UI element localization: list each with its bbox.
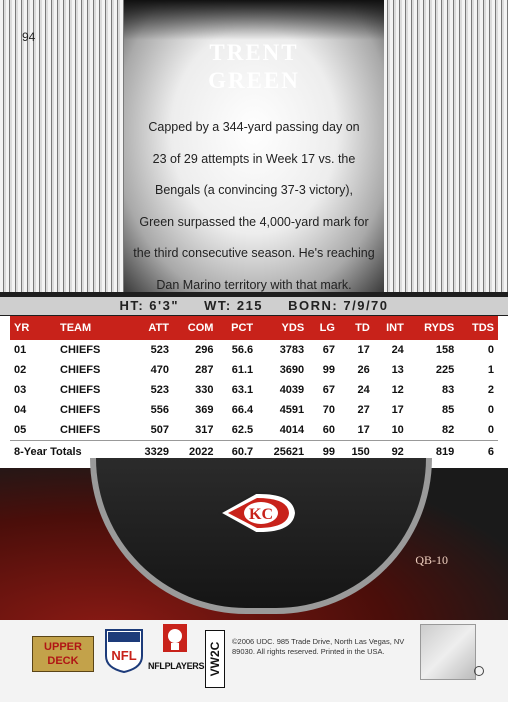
cell-com: 296 <box>195 344 214 356</box>
cell-ryds: 82 <box>442 423 455 436</box>
cell-com: 330 <box>195 384 214 396</box>
team-logo-letters: KC <box>249 506 273 523</box>
cell-lg: 67 <box>322 344 335 356</box>
player-last-name: GREEN <box>208 68 300 93</box>
cell-yr: 03 <box>14 384 27 396</box>
total-com: 2022 <box>188 446 214 459</box>
cell-int: 12 <box>391 384 404 396</box>
bio-line: Dan Marino territory with that mark. <box>156 277 352 292</box>
table-row <box>10 400 498 420</box>
header-att: ATT <box>148 322 169 334</box>
stats-table-panel <box>0 316 508 468</box>
cell-att: 523 <box>150 344 169 356</box>
cell-yds: 3690 <box>279 364 305 376</box>
cell-yr: 05 <box>14 423 27 436</box>
cell-com: 287 <box>195 364 214 376</box>
cell-team: CHIEFS <box>60 364 101 376</box>
cell-team: CHIEFS <box>60 423 101 436</box>
cell-td: 17 <box>357 423 370 436</box>
cell-tds: 0 <box>487 404 494 416</box>
cell-yr: 01 <box>14 344 27 356</box>
left-pinstripe-panel <box>0 0 124 292</box>
cell-tds: 2 <box>487 384 494 396</box>
nfl-players-icon <box>160 622 190 656</box>
hologram-icon <box>420 624 476 680</box>
cell-team: CHIEFS <box>60 344 101 356</box>
header-tds: TDS <box>472 322 494 334</box>
right-pinstripe-panel <box>384 0 508 292</box>
header-yds: YDS <box>281 322 305 334</box>
nfl-players-label: NFLPLAYERS <box>148 661 205 671</box>
cell-tds: 0 <box>487 423 494 436</box>
cell-tds: 0 <box>487 344 494 356</box>
header-pct: PCT <box>231 322 254 334</box>
cell-ryds: 225 <box>435 364 455 376</box>
header-int: INT <box>386 322 404 334</box>
cell-pct: 63.1 <box>231 384 254 396</box>
stats-table <box>10 316 498 460</box>
upper-deck-logo <box>32 636 94 672</box>
height-value: HT: 6'3" <box>119 298 179 313</box>
total-yds: 25621 <box>273 446 305 459</box>
cell-td: 27 <box>357 404 370 416</box>
cell-pct: 61.1 <box>231 364 254 376</box>
total-int: 92 <box>391 446 404 459</box>
cell-int: 17 <box>391 404 404 416</box>
nfl-letters: NFL <box>111 648 137 663</box>
total-tds: 6 <box>487 446 494 459</box>
table-row <box>10 360 498 380</box>
cell-td: 26 <box>357 364 370 376</box>
weight-value: WT: 215 <box>204 298 264 313</box>
cell-yds: 4591 <box>279 404 305 416</box>
header-ryds: RYDS <box>424 322 455 334</box>
cell-ryds: 85 <box>442 404 455 416</box>
cell-com: 317 <box>195 423 214 436</box>
cell-int: 24 <box>391 344 404 356</box>
cell-int: 10 <box>391 423 404 436</box>
cell-team: CHIEFS <box>60 404 101 416</box>
cell-int: 13 <box>391 364 404 376</box>
cell-tds: 1 <box>487 364 494 376</box>
bio-line: 23 of 29 attempts in Week 17 vs. the <box>152 151 356 166</box>
total-ryds: 819 <box>435 446 455 459</box>
cell-lg: 70 <box>322 404 335 416</box>
cell-td: 24 <box>357 384 370 396</box>
bio-line: the third consecutive season. He's reaching <box>133 246 375 260</box>
card-code: QB-10 <box>415 553 448 567</box>
player-bio <box>124 112 384 301</box>
total-pct: 60.7 <box>231 446 254 459</box>
set-code-box <box>205 630 225 688</box>
bio-line: Bengals (a convincing 37-3 victory), <box>154 183 353 197</box>
cell-com: 369 <box>195 404 214 416</box>
header-lg: LG <box>319 322 335 334</box>
table-row <box>10 420 498 440</box>
cell-yr: 02 <box>14 364 27 376</box>
upper-deck-line2: DECK <box>47 655 79 667</box>
cell-team: CHIEFS <box>60 384 101 396</box>
stats-header-row <box>10 316 498 340</box>
cell-att: 507 <box>150 423 169 436</box>
nfl-players-logo <box>148 622 205 671</box>
set-code: VW2C <box>208 641 222 677</box>
legal-text <box>232 637 420 657</box>
table-row <box>10 340 498 360</box>
header-com: COM <box>187 322 214 334</box>
total-td: 150 <box>351 446 370 459</box>
cell-td: 17 <box>357 344 370 356</box>
cell-att: 523 <box>150 384 169 396</box>
cell-yds: 4039 <box>279 384 305 396</box>
cell-yr: 04 <box>14 404 27 416</box>
cell-lg: 60 <box>322 423 335 436</box>
header-yr: YR <box>14 322 30 334</box>
player-first-name: TRENT <box>209 40 299 65</box>
totals-label: 8-Year Totals <box>14 446 82 459</box>
totals-row <box>10 440 498 460</box>
cell-att: 556 <box>150 404 169 416</box>
chiefs-arrowhead-icon <box>216 490 300 541</box>
header-td: TD <box>355 322 370 334</box>
registration-dot-icon <box>474 666 484 676</box>
born-value: BORN: 7/9/70 <box>288 298 389 313</box>
cell-ryds: 83 <box>442 384 455 396</box>
cell-lg: 67 <box>322 384 335 396</box>
total-att: 3329 <box>144 446 169 459</box>
total-lg: 99 <box>322 446 335 459</box>
card-number: 94 <box>22 30 36 44</box>
cell-ryds: 158 <box>435 344 455 356</box>
bio-line: Capped by a 344-yard passing day on <box>148 120 360 134</box>
cell-yds: 3783 <box>279 344 305 356</box>
table-row <box>10 380 498 400</box>
upper-deck-line1: UPPER <box>44 641 82 653</box>
cell-lg: 99 <box>322 364 335 376</box>
bio-line: Green surpassed the 4,000-yard mark for <box>139 214 369 229</box>
legal-line: 89030. All rights reserved. Printed in the USA. <box>232 647 385 656</box>
player-vitals-bar <box>0 297 508 315</box>
cell-pct: 56.6 <box>231 344 254 356</box>
cell-yds: 4014 <box>279 423 305 436</box>
header-team: TEAM <box>60 322 92 334</box>
cell-pct: 66.4 <box>231 404 254 416</box>
nfl-shield-icon <box>104 626 144 679</box>
cell-att: 470 <box>150 364 169 376</box>
legal-line: ©2006 UDC. 985 Trade Drive, North Las Vegas, NV <box>232 637 405 646</box>
cell-pct: 62.5 <box>231 423 254 436</box>
